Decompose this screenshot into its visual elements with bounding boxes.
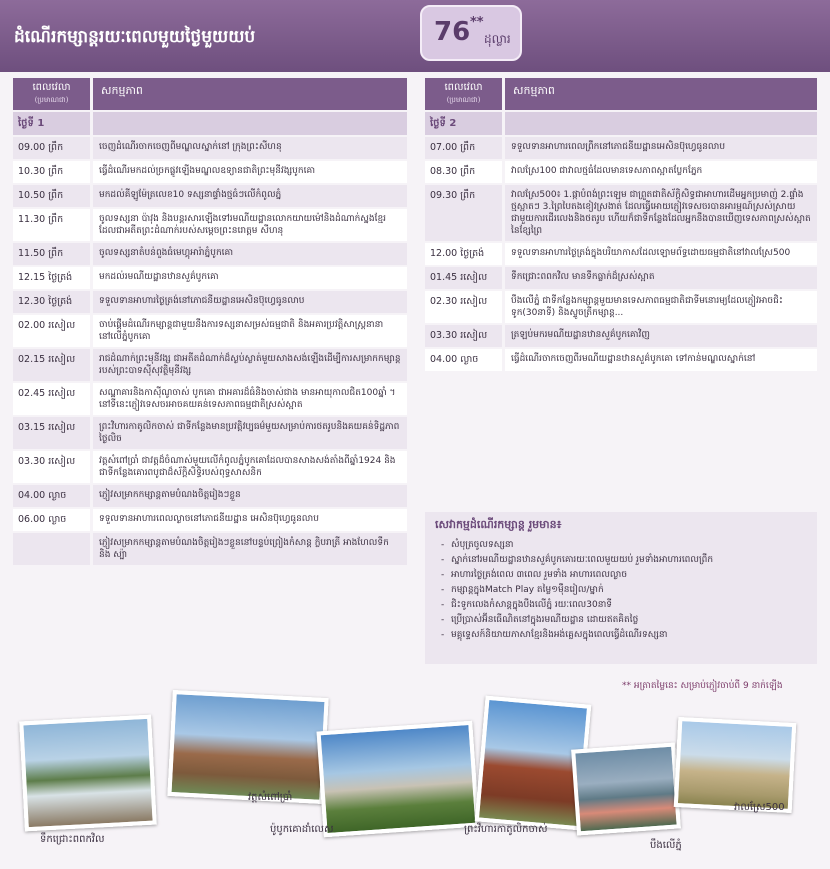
row-time: 02.15 រសៀល xyxy=(13,349,90,381)
row-time: 03.30 រសៀល xyxy=(13,451,90,483)
service-item: - ប្រើប្រាស់អ៊ីនធើណិតនៅក្នុងរមណីយដ្ឋាន ដោយឥតគិតថ្លៃ xyxy=(445,613,807,628)
row-time: 11.50 ព្រឹក xyxy=(13,243,90,265)
row-activity: រាជដំណាក់ព្រះមុនីវង្ស ជាអតីតដំណាក់ដ៏ស្ងប់ស្ងាត់មួយសាងសង់ឡើងដើម្បីការសម្រាកកម្សាន្តរបស់ព្រះបាទស៊ីសុវត្ថិមុនីវង្ស xyxy=(93,349,407,381)
activity-header: សកម្មភាព xyxy=(93,78,407,110)
itinerary-day2-table xyxy=(425,78,817,371)
row-time: 03.15 រសៀល xyxy=(13,417,90,449)
row-time: 08.30 ព្រឹក xyxy=(425,161,502,183)
table-row xyxy=(13,417,407,449)
row-time: 04.00 ល្ងាច xyxy=(425,349,502,371)
photo-field xyxy=(674,717,797,813)
itinerary-day1-table xyxy=(13,78,407,565)
table-row xyxy=(425,291,817,323)
table-row xyxy=(13,209,407,241)
service-item: - អាហារថ្ងៃត្រង់ពេល ៣ពេល រួមទាំង អាហារពេលល្ងាច xyxy=(445,568,807,583)
day2-rows xyxy=(425,137,817,371)
photo-caption: បឹងលើភ្នំ xyxy=(650,840,682,851)
row-time: 10.50 ព្រឹក xyxy=(13,185,90,207)
table-row xyxy=(425,349,817,371)
row-activity: បឹងលើភ្នំ ជាទីកន្លែងកម្សាន្តមួយមានទេសភាពធម្មជាតិជាទីមនោរម្យដែលភ្ញៀវអាចជិះទូក(30នាទី) និងស្ទូចត្រីកម្សាន្ត... xyxy=(505,291,817,323)
price-mark: ** xyxy=(470,15,484,30)
row-activity: ទទួលទានអាហារថ្ងៃត្រង់នៅភោជនីយដ្ឋានអេសិនប៊ុហ្វេធូនលាប xyxy=(93,291,407,313)
day-label-row: ថ្ងៃទី 2 xyxy=(425,112,817,135)
photo-caption: ព្រះវិហារកាតូលិកចាស់ xyxy=(464,824,548,835)
table-row xyxy=(13,267,407,289)
row-activity: មកដល់គីឡូម៉ែត្រលេខ10 ទស្សនាផ្ទាំងថ្មធំៗលើកំពូលភ្នំ xyxy=(93,185,407,207)
row-activity: ភ្ញៀវសម្រាកកម្សាន្តតាមបំណងចិត្តរៀងៗខ្លួននៅបន្ទប់ព្រៀងកំសាន្ត ក្លិបរាត្រី អាងហែលទឹក និង ស្ប៉ា xyxy=(93,533,407,565)
row-activity: សណ្ឋាគារនិងកាស៊ីណូចាស់ បូកគោ ជាអគារដ៏ធំនិងចាស់ជាង មានអាយុកាលជិត100ឆ្នាំ ។ នៅទីនេះភ្ញៀវទេសចរអាចគយគន់ទេសភាពធម្មជាតិស្រស់ស្អាត xyxy=(93,383,407,415)
photo-old-hotel xyxy=(316,721,479,838)
row-time: 06.00 ល្ងាច xyxy=(13,509,90,531)
page-title: ដំណើរកម្សាន្តរយៈពេលមួយថ្ងៃមួយយប់ xyxy=(14,27,256,47)
photo-caption: វាលស្រែ500 xyxy=(734,802,785,813)
header-banner xyxy=(0,0,830,72)
service-item: - ជិះទូកលេងកំសាន្តក្នុងបឹងលើភ្នំ រយៈពេល30នាទី xyxy=(445,598,807,613)
photo-temple xyxy=(167,690,328,804)
photo-lake xyxy=(571,742,681,835)
row-activity: ចេញដំណើរចាកចេញពីមណ្ឌលស្នាក់នៅ ក្រុងព្រះសីហនុ xyxy=(93,137,407,159)
table-row xyxy=(13,185,407,207)
table-row xyxy=(13,533,407,565)
service-item: - កម្សាន្តក្នុងMatch Play តម្លៃ១ម៉ឺនរៀល/ម្នាក់ xyxy=(445,583,807,598)
row-activity: ធ្វើដំណើរមកដល់ច្រកផ្លូវឡើងមណ្ឌលឧទ្យានជាតិព្រះមុនីវង្សបូកគោ xyxy=(93,161,407,183)
table-row xyxy=(425,243,817,265)
row-time: 09.00 ព្រឹក xyxy=(13,137,90,159)
service-item: - ស្នាក់នៅរមណីយដ្ឋានឋានសួគ៌បូកគោរយៈពេលមួយយប់ រួមទាំងអាហារពេលព្រឹក xyxy=(445,553,807,568)
row-time: 01.45 រសៀល xyxy=(425,267,502,289)
services-box xyxy=(425,512,817,664)
price-note: ** អត្រាតម្លៃនេះ សម្រាប់ភ្ញៀវចាប់ពី 9 នាក់ឡើង xyxy=(622,681,783,691)
row-activity: ចូលទស្សនា ប៉ាវុង និងបន្តរសារឡើងទៅរមណីយដ្ឋានលោកយាយម៉ៅនិងដំណាក់ស្នងខ្មែរដែលជាអតីតព្រះដំណាក់របស់សម្តេចព្រះនរោត្តម សីហនុ xyxy=(93,209,407,241)
table-row xyxy=(13,243,407,265)
table-row xyxy=(425,161,817,183)
day1-rows xyxy=(13,137,407,565)
table-row xyxy=(425,137,817,159)
services-title: សេវាកម្មដំណើរកម្សាន្ត រួមមាន៖ xyxy=(435,518,562,531)
table-row xyxy=(13,315,407,347)
row-time: 12.00 ថ្ងៃត្រង់ xyxy=(425,243,502,265)
table-row xyxy=(13,383,407,415)
row-time: 07.00 ព្រឹក xyxy=(425,137,502,159)
row-time: 03.30 រសៀល xyxy=(425,325,502,347)
photo-caption: ប៉ូបូកគោដាំលេស xyxy=(270,824,334,835)
price-badge xyxy=(420,5,522,61)
row-time: 12.30 ថ្ងៃត្រង់ xyxy=(13,291,90,313)
table-row xyxy=(13,291,407,313)
row-time: 11.30 ព្រឹក xyxy=(13,209,90,241)
table-row xyxy=(13,161,407,183)
day-label-row: ថ្ងៃទី 1 xyxy=(13,112,407,135)
time-header: ពេលវេលា (ប្រមាណជា) xyxy=(13,78,90,110)
row-activity: វាលស្រែ500៖ 1.ផ្កាបំពង់ព្រះឡេម ជាព្រួតជាតិស័ក្តិសិទ្ធជាអាហារដើមអ្នកប្រមាញ់ 2.ផ្ទាំងថ្មស្អាតៗ 3.ព្រៃបៃតងខៀវស្រងាត់ ដែលធ្វើអោយភ្ញៀវទេសចរបានអារម្មណ៍ស្រស់ស្រាយជាមួយការដើរលេងនិងថតរូប ហើយក៏ជាទីកន្លែងដែលអ្នកនឹងបានឃើញទេសភាពស្រស់ស្អាតនៃខ្សែព្រៃ xyxy=(505,185,817,241)
table-row xyxy=(425,325,817,347)
services-list xyxy=(435,538,807,643)
photo-waterfall xyxy=(19,715,157,832)
row-activity: ចូលទស្សនាតំបន់ពួងធំមេហ្គុអារ៉ាភ្នំបូកគោ xyxy=(93,243,407,265)
table-row xyxy=(13,485,407,507)
row-activity: ត្រឡប់មករមណីយដ្ឋានឋានសួគ៌បូកគោវិញ xyxy=(505,325,817,347)
row-activity: មកដល់រមណីយដ្ឋានឋានសួគ៌បូកគោ xyxy=(93,267,407,289)
row-activity: ទទួលទានអាហារថ្ងៃត្រង់ក្នុងបរិយាកាសដែលឡោមព័ទ្ធដោយធម្មជាតិនៅវាលស្រែ500 xyxy=(505,243,817,265)
row-time: 12.15 ថ្ងៃត្រង់ xyxy=(13,267,90,289)
row-activity: ធ្វើដំណើរចាកចេញពីរមណីយដ្ឋានឋានសួគ៌បូកគោ ទៅកាន់មណ្ឌលស្នាក់នៅ xyxy=(505,349,817,371)
row-activity: ទឹកជ្រោះពពកវិល មានទឹកធ្លាក់ដ៏ស្រស់ស្អាត xyxy=(505,267,817,289)
row-activity: ចាប់ផ្តើមដំណើរកម្សាន្តជាមួយនឹងការទស្សនាសម្រស់ធម្មជាតិ និងអគារប្រវត្តិសាស្ត្រនានានៅលើភ្នំបូកគោ xyxy=(93,315,407,347)
table-header xyxy=(13,78,407,110)
row-activity: ទទួលទានអាហារពេលព្រឹកនៅភោជនីយដ្ឋានអេសិនប៊ុហ្វេធូនលាប xyxy=(505,137,817,159)
row-time: 02.30 រសៀល xyxy=(425,291,502,323)
table-row xyxy=(13,451,407,483)
row-time: 02.45 រសៀល xyxy=(13,383,90,415)
time-header: ពេលវេលា (ប្រមាណជា) xyxy=(425,78,502,110)
price-value: 76 xyxy=(434,17,471,47)
table-row xyxy=(13,509,407,531)
row-time xyxy=(13,533,90,565)
row-activity: ទទួលទានអាហារពេលល្ងាចនៅភោជនីយដ្ឋាន អេសិនប៊ុហ្វេធូនលាប xyxy=(93,509,407,531)
service-item: - សំបុត្រចូលទស្សនា xyxy=(445,538,807,553)
photo-caption: ទឹកជ្រោះពពកវិល xyxy=(40,834,105,845)
table-row xyxy=(425,185,817,241)
table-header xyxy=(425,78,817,110)
service-item: - មគ្គុទ្ទេសក៍និយាយភាសាខ្មែរនិងអង់គ្លេសក្នុងពេលធ្វើដំណើរទស្សនា xyxy=(445,628,807,643)
table-row xyxy=(13,349,407,381)
row-activity: វត្តសំពៅប្រាំ ជាវត្តដ៏ចំណាស់មួយលើកំពូលភ្នំបូកគោដែលបានសាងសង់តាំងពីឆ្នាំ1924 និងជាទីកន្លែងគោរពបូជាដ៏ស័ក្តិសិទ្ធិរបស់ពុទ្ធសាសនិក xyxy=(93,451,407,483)
row-activity: ព្រះវិហារកាតូលិកចាស់ ជាទីកន្លែងមានប្រវត្តិវប្បធម៌មួយសម្រាប់ការថតរូបនិងគយគន់ទិដ្ឋភាពថ្ងៃលិច xyxy=(93,417,407,449)
table-row xyxy=(13,137,407,159)
activity-header: សកម្មភាព xyxy=(505,78,817,110)
photo-caption: វត្តសំពៅប្រាំ xyxy=(248,792,293,803)
price-unit: ដុល្លារ xyxy=(484,32,511,46)
row-activity: ភ្ញៀវសម្រាកកម្សាន្តតាមបំណងចិត្តរៀងៗខ្លួន xyxy=(93,485,407,507)
row-time: 04.00 ល្ងាច xyxy=(13,485,90,507)
table-row xyxy=(425,267,817,289)
row-time: 02.00 រសៀល xyxy=(13,315,90,347)
row-activity: វាលស្រែ100 ជាវាលថ្មធំដែលមានទេសភាពស្អាតប្លែកភ្នែក xyxy=(505,161,817,183)
row-time: 10.30 ព្រឹក xyxy=(13,161,90,183)
row-time: 09.30 ព្រឹក xyxy=(425,185,502,241)
